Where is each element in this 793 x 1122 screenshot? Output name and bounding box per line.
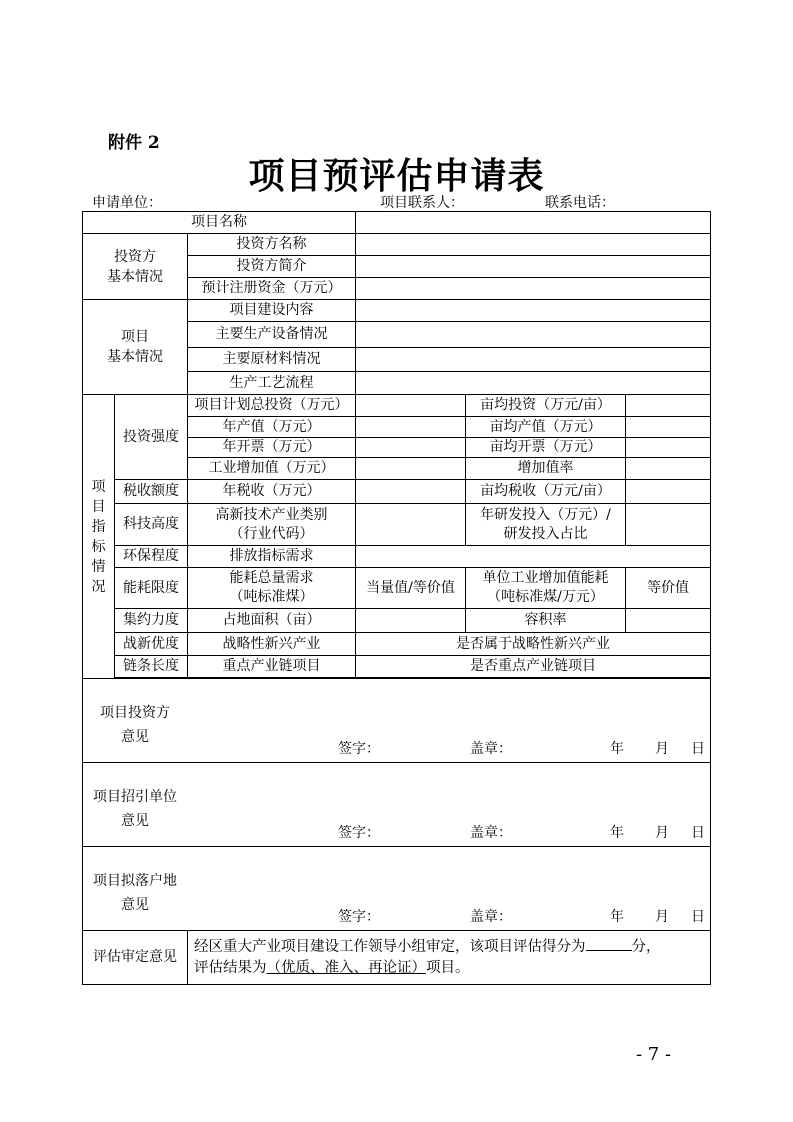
evaluation-label: 评估审定意见 — [83, 931, 188, 985]
evaluation-content — [188, 931, 711, 985]
investor-opinion-label: 项目投资方 意见 — [100, 705, 170, 745]
output-value[interactable] — [356, 417, 466, 438]
process-value[interactable] — [356, 372, 711, 395]
indicator-group-label: 项 目 指 标 情 况 — [83, 395, 115, 679]
sign-label: 签字： — [338, 825, 380, 841]
evaluation-text-b: 分， — [631, 939, 661, 955]
month-label: 月 — [655, 909, 669, 925]
project-group-label: 项目 基本情况 — [83, 300, 188, 395]
reg-capital-value[interactable] — [356, 278, 711, 300]
attract-unit-opinion-block[interactable] — [83, 763, 711, 847]
equipment-label: 主要生产设备情况 — [188, 322, 356, 348]
equiv-label: 当量值/等价值 — [356, 568, 466, 609]
mu-invoice-label: 亩均开票（万元） — [466, 438, 626, 458]
location-opinion-block[interactable] — [83, 847, 711, 931]
tax-group-label: 税收额度 — [115, 480, 188, 504]
evaluation-options: （优质、准入、再论证） — [266, 960, 426, 976]
year-label: 年 — [610, 741, 624, 757]
attachment-label: 附件 2 — [108, 133, 160, 153]
page-title: 项目预评估申请表 — [248, 156, 545, 197]
mu-invest-value[interactable] — [626, 395, 711, 417]
env-group-label: 环保程度 — [115, 546, 188, 568]
mu-tax-label: 亩均税收（万元/亩） — [466, 480, 626, 504]
score-blank[interactable] — [586, 936, 632, 951]
mu-invoice-value[interactable] — [626, 438, 711, 458]
invoice-label: 年开票（万元） — [188, 438, 356, 458]
materials-value[interactable] — [356, 348, 711, 372]
mu-tax-value[interactable] — [626, 480, 711, 504]
hitech-label: 高新技术产业类别 （行业代码） — [188, 504, 356, 546]
chain-group-label: 链条长度 — [115, 656, 188, 678]
emission-value[interactable] — [356, 546, 711, 568]
investor-group-label: 投资方 基本情况 — [83, 234, 188, 300]
tech-group-label: 科技高度 — [115, 504, 188, 546]
strategic-label: 战略性新兴产业 — [188, 633, 356, 656]
is-strategic-label: 是否属于战略性新兴产业 — [356, 633, 711, 656]
project-name-value[interactable] — [356, 212, 711, 234]
energy-group-label: 能耗限度 — [115, 568, 188, 609]
materials-label: 主要原材料情况 — [188, 348, 356, 372]
day-label: 日 — [691, 909, 705, 925]
construction-value[interactable] — [356, 300, 711, 322]
energy-total-label: 能耗总量需求 （吨标准煤） — [188, 568, 356, 609]
invoice-value[interactable] — [356, 438, 466, 458]
unit-energy-label: 单位工业增加值能耗 （吨标准煤/万元） — [466, 568, 626, 609]
day-label: 日 — [691, 825, 705, 841]
construction-label: 项目建设内容 — [188, 300, 356, 322]
evaluation-text-d: 项目。 — [426, 960, 470, 976]
sign-label: 签字： — [338, 741, 380, 757]
year-label: 年 — [610, 909, 624, 925]
land-group-label: 集约力度 — [115, 609, 188, 633]
evaluation-text-c: 评估结果为 — [194, 960, 267, 976]
land-area-value[interactable] — [356, 609, 466, 633]
reg-capital-label: 预计注册资金（万元） — [188, 278, 356, 300]
mu-output-label: 亩均产值（万元） — [466, 417, 626, 438]
process-label: 生产工艺流程 — [188, 372, 356, 395]
seal-label: 盖章： — [470, 741, 512, 757]
year-label: 年 — [610, 825, 624, 841]
annual-tax-label: 年税收（万元） — [188, 480, 356, 504]
contact-label: 项目联系人： — [380, 195, 464, 211]
chain-label: 重点产业链项目 — [188, 656, 356, 678]
added-value-label: 工业增加值（万元） — [188, 458, 356, 480]
day-label: 日 — [691, 741, 705, 757]
investor-intro-value[interactable] — [356, 256, 711, 278]
is-chain-label: 是否重点产业链项目 — [356, 656, 711, 678]
applicant-label: 申请单位： — [92, 195, 162, 211]
sign-label: 签字： — [338, 909, 380, 925]
attract-unit-opinion-label: 项目招引单位 意见 — [93, 789, 177, 829]
application-form-table — [82, 211, 711, 985]
equiv2-label: 等价值 — [626, 568, 711, 609]
plot-ratio-value[interactable] — [626, 609, 711, 633]
month-label: 月 — [655, 741, 669, 757]
evaluation-text-a: 经区重大产业项目建设工作领导小组审定，该项目评估得分为 — [194, 939, 586, 955]
seal-label: 盖章： — [470, 825, 512, 841]
plot-ratio-label: 容积率 — [466, 609, 626, 633]
hitech-value[interactable] — [356, 504, 466, 546]
mu-output-value[interactable] — [626, 417, 711, 438]
total-invest-value[interactable] — [356, 395, 466, 417]
equipment-value[interactable] — [356, 322, 711, 348]
inv-intensity-label: 投资强度 — [115, 395, 188, 480]
output-label: 年产值（万元） — [188, 417, 356, 438]
mu-invest-label: 亩均投资（万元/亩） — [466, 395, 626, 417]
investor-name-label: 投资方名称 — [188, 234, 356, 256]
rnd-value[interactable] — [626, 504, 711, 546]
page-number: - 7 - — [636, 1044, 672, 1065]
seal-label: 盖章： — [470, 909, 512, 925]
phone-label: 联系电话： — [545, 195, 615, 211]
investor-opinion-block[interactable] — [83, 679, 711, 763]
added-rate-label: 增加值率 — [466, 458, 626, 480]
emission-label: 排放指标需求 — [188, 546, 356, 568]
investor-intro-label: 投资方简介 — [188, 256, 356, 278]
project-name-label: 项目名称 — [83, 212, 356, 234]
strategic-group-label: 战新优度 — [115, 633, 188, 656]
added-rate-value[interactable] — [626, 458, 711, 480]
annual-tax-value[interactable] — [356, 480, 466, 504]
rnd-label: 年研发投入（万元）/ 研发投入占比 — [466, 504, 626, 546]
land-area-label: 占地面积（亩） — [188, 609, 356, 633]
month-label: 月 — [655, 825, 669, 841]
total-invest-label: 项目计划总投资（万元） — [188, 395, 356, 417]
investor-name-value[interactable] — [356, 234, 711, 256]
added-value-value[interactable] — [356, 458, 466, 480]
location-opinion-label: 项目拟落户地 意见 — [93, 873, 177, 913]
